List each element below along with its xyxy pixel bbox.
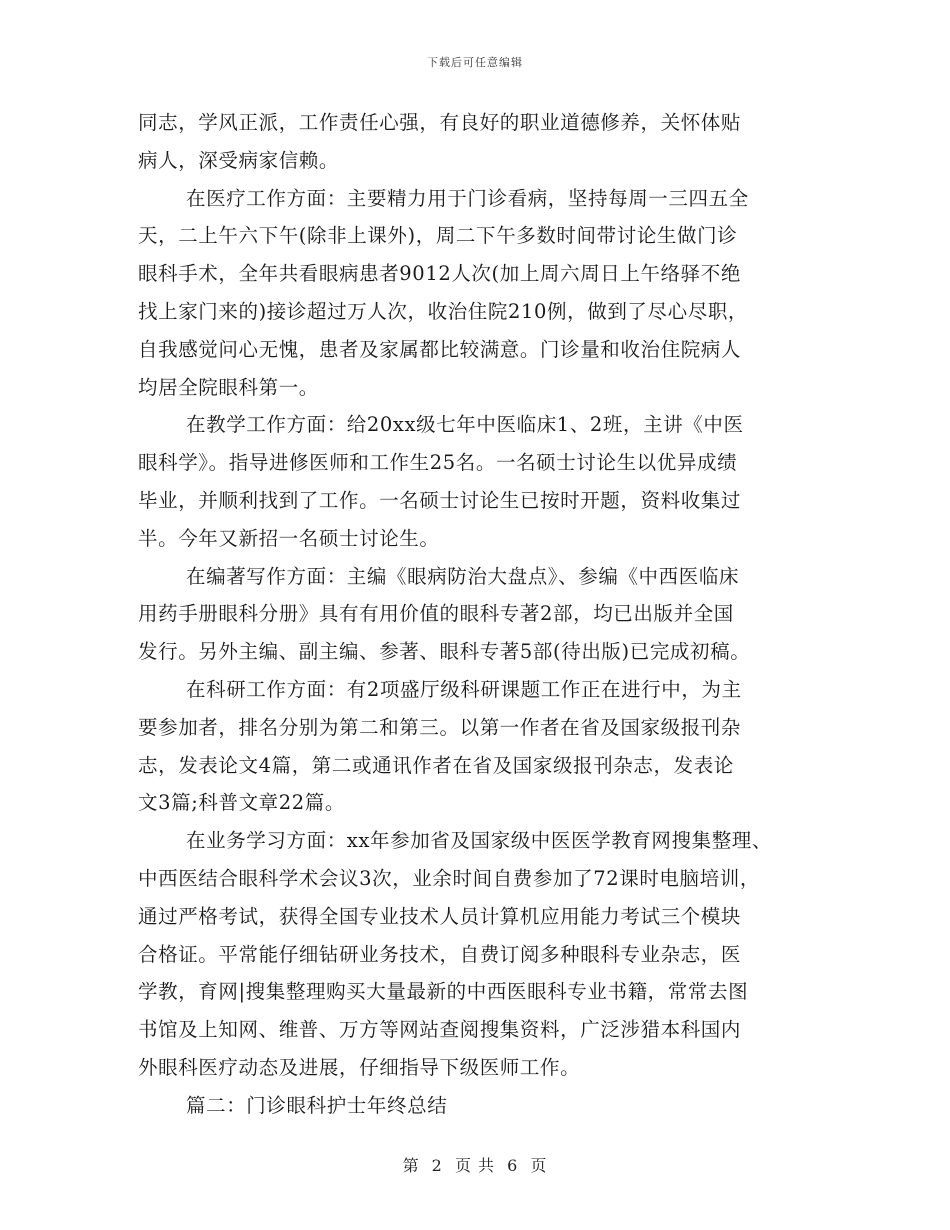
document-body [138,104,818,1125]
text-line: 在教学工作方面：给20xx级七年中医临床1、2班，主讲《中医 [186,413,744,437]
text-line: 在编著写作方面：主编《眼病防治大盘点》、参编《中西医临床 [186,564,740,588]
text-line: 文3篇;科普文章22篇。 [138,791,345,815]
text-line: 篇二：门诊眼科护士年终总结 [186,1093,448,1117]
text-line: 用药手册眼科分册》具有有用价值的眼科专著2部，均已出版并全国 [138,602,734,626]
text-line: 眼科学》。指导进修医师和工作生25名。一名硕士讨论生以优异成绩 [138,451,738,475]
text-line: 自我感觉问心无愧，患者及家属都比较满意。门诊量和收治住院病人 [138,337,742,361]
footer-prefix: 第 [402,1156,420,1175]
text-line: 通过严格考试，获得全国专业技术人员计算机应用能力考试三个模块 [138,904,742,928]
text-line: 病人，深受病家信赖。 [138,148,340,172]
text-line: 合格证。平常能仔细钻研业务技术，自费订阅多种眼科专业杂志，医 [138,942,742,966]
header-note: 下载后可任意编辑 [427,56,523,69]
text-line: 找上家门来的)接诊超过万人次，收治住院210例，做到了尽心尽职， [138,299,749,323]
text-line: 书馆及上知网、维普、万方等网站查阅搜集资料，广泛涉猎本科国内 [138,1018,742,1042]
text-line: 在业务学习方面：xx年参加省及国家级中医医学教育网搜集整理、 [186,829,772,853]
text-line: 同志，学风正派，工作责任心强，有良好的职业道德修养，关怀体贴 [138,111,742,134]
text-line: 眼科手术，全年共看眼病患者9012人次(加上周六周日上午络驿不绝 [138,262,741,286]
page-footer [0,1153,950,1176]
text-line: 外眼科医疗动态及进展，仔细指导下级医师工作。 [138,1055,581,1079]
footer-middle: 页 共 [454,1156,496,1175]
text-line: 发行。另外主编、副主编、参著、眼科专著5部(待出版)已完成初稿。 [138,640,751,664]
text-line: 中西医结合眼科学术会议3次，业余时间自费参加了72课时电脑培训， [138,866,760,890]
text-line: 志，发表论文4篇，第二或通讯作者在省及国家级报刊杂志，发表论 [138,753,734,777]
text-line: 均居全院眼科第一。 [138,375,319,399]
footer-total-pages: 6 [507,1156,519,1175]
text-line: 在医疗工作方面：主要精力用于门诊看病，坚持每周一三四五全 [186,186,749,210]
text-line: 学教，育网|搜集整理购买大量最新的中西医眼科专业书籍，常常去图 [138,980,749,1004]
text-line: 毕业，并顺利找到了工作。一名硕士讨论生已按时开题，资料收集过 [138,488,742,512]
text-line: 在科研工作方面：有2项盛厅级科研课题工作正在进行中，为主 [186,677,742,701]
footer-suffix: 页 [530,1156,548,1175]
text-line: 天，二上午六下午(除非上课外)，周二下午多数时间带讨论生做门诊 [138,224,738,248]
footer-current-page: 2 [431,1156,443,1175]
text-line: 要参加者，排名分别为第二和第三。以第一作者在省及国家级报刊杂 [138,715,742,739]
text-line: 半。今年又新招一名硕士讨论生。 [138,526,440,550]
